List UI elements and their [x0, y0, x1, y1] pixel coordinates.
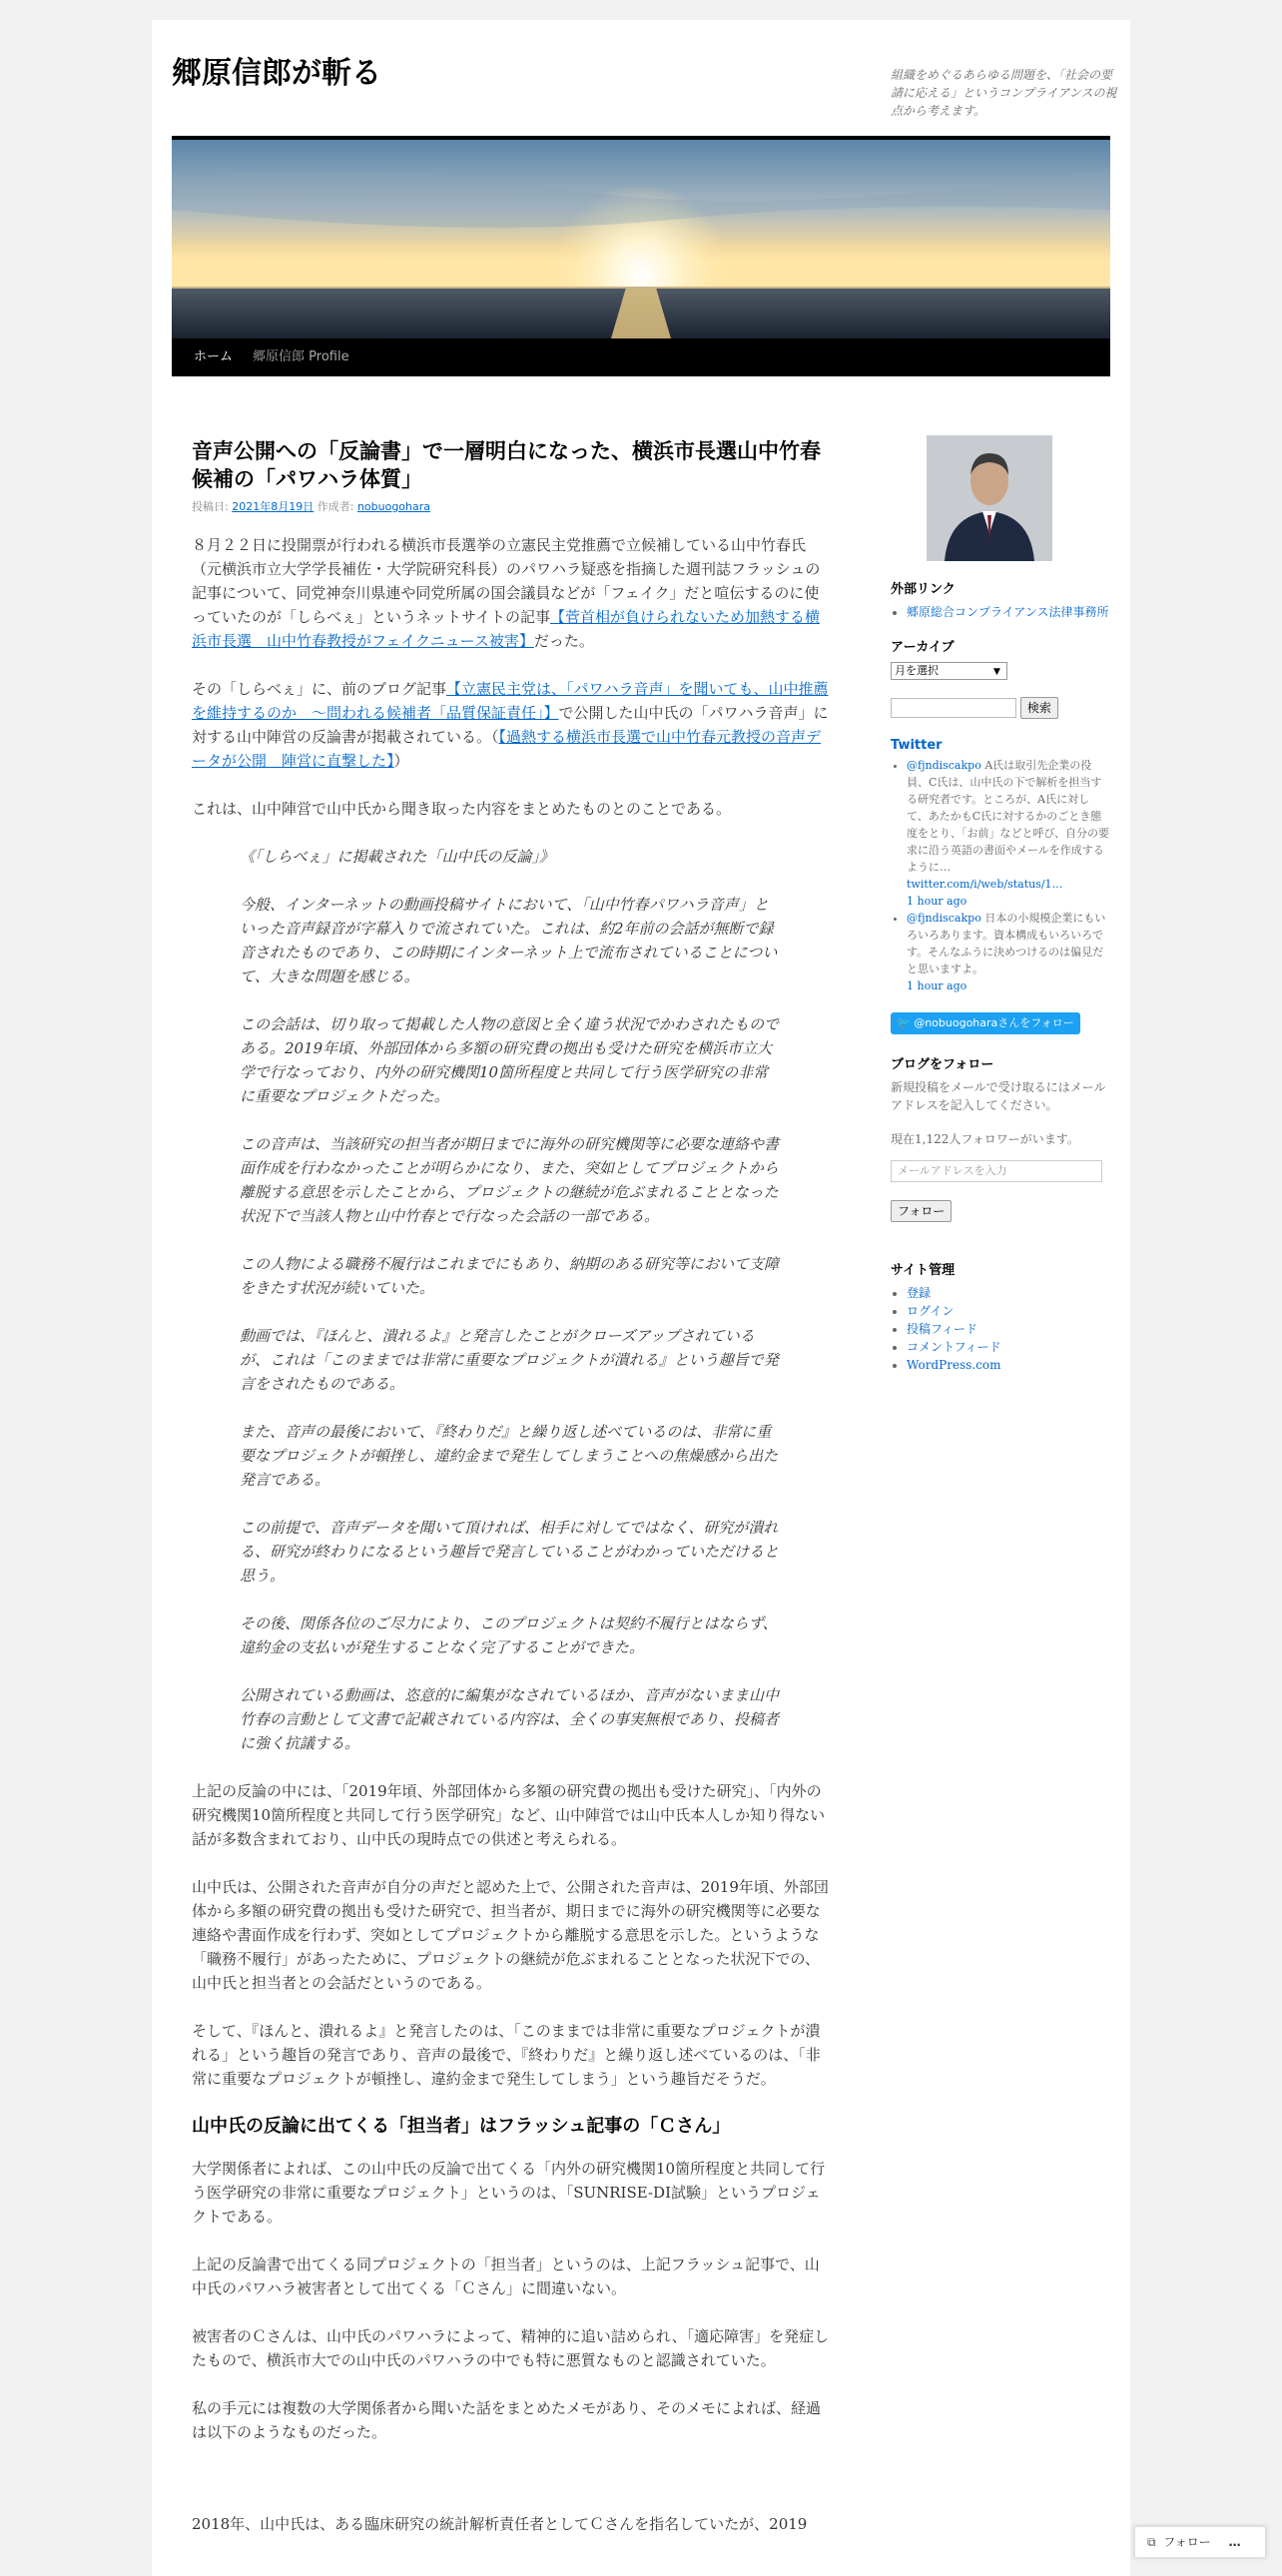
quote-paragraph: 今般、インターネットの動画投稿サイトにおいて、「山中竹春パワハラ音声」といった音声録音が字幕入りで流されていた。これは、約2年前の会話が無断で録音されたものであり、この時期にインターネット上で流布されていることについて、大きな問題を感じる。: [240, 896, 778, 985]
main-menu: [172, 338, 1110, 376]
archive-month-select[interactable]: 月を選択: [891, 662, 1007, 680]
quote-paragraph: この前提で、音声データを聞いて頂ければ、相手に対してではなく、研究が潰れる、研究が終わりになるという趣旨で発言していることがわかっていただけると思う。: [240, 1519, 780, 1585]
blog-follow-text: 新規投稿をメールで受け取るにはメールアドレスを記入してください。: [891, 1080, 1106, 1112]
email-input[interactable]: メールアドレスを入力: [891, 1160, 1102, 1182]
twitter-follow-label: @nobuogoharaさんをフォロー: [914, 1016, 1074, 1029]
quote-paragraph: 《「しらべぇ」に掲載された「山中氏の反論」》: [240, 848, 555, 866]
admin-link-wordpress[interactable]: WordPress.com: [907, 1358, 1001, 1372]
more-options-icon[interactable]: …: [1228, 2535, 1241, 2549]
tweet-text: 日本の小規模企業にもいろいろあります。資本構成もいろいろです。そんなふうに決めつけるのは偏見だと思いますよ。: [907, 912, 1106, 975]
paragraph: [192, 533, 831, 653]
shirabe-article-link[interactable]: 【過熱する横浜市長選で山中竹春元教授の音声データが公開 陣営に直撃した】: [192, 728, 822, 770]
admin-link-register[interactable]: 登録: [907, 1286, 932, 1300]
site-admin-title: サイト管理: [891, 1263, 956, 1278]
site-title[interactable]: 郷原信郎が斬る: [172, 56, 381, 91]
paragraph-text: ）: [393, 752, 409, 770]
tweet-handle-link[interactable]: @fjndiscakpo: [907, 759, 981, 772]
page-wrapper: [152, 20, 1130, 2576]
tweet-status-link[interactable]: twitter.com/i/web/status/1…: [907, 878, 1063, 891]
paragraph-text: その「しらべぇ」に、前のブログ記事: [192, 680, 447, 698]
quote-paragraph: 公開されている動画は、恣意的に編集がなされているほか、音声がないまま山中竹春の言動として文書で記載されている内容は、全くの事実無根であり、投稿者に強く抗議する。: [240, 1686, 780, 1752]
quote-paragraph: この会話は、切り取って掲載した人物の意図と全く違う状況でかわされたものである。2019年頃、外部団体から多額の研究費の拠出も受けた研究を横浜市立大学で行なっており、内外の研究機関10箇所程度と共同して行う医学研究の非常に重要なプロジェクトだった。: [240, 1015, 780, 1105]
paragraph-text: ８月２２日に投開票が行われる横浜市長選挙の立憲民主党推薦で立候補している山中竹春氏（元横浜市立大学学長補佐・大学院研究科長）のパワハラ疑惑を指摘した週刊誌フラッシュの記事について、同党神奈川県連や同党所属の国会議員などが「フェイク」だと喧伝するのに使っていたのが「しらべぇ」というネットサイトの記事: [192, 536, 821, 626]
paragraph: 被害者のＣさんは、山中氏のパワハラによって、精神的に追い詰められ、「適応障害」を発症したもので、横浜市大での山中氏のパワハラの中でも特に悪質なものと認識されていた。: [192, 2327, 830, 2369]
twitter-bird-icon: 🐦: [897, 1016, 915, 1029]
tweet-handle-link[interactable]: @fjndiscakpo: [907, 912, 981, 925]
tweet-item: [907, 910, 1110, 994]
post-meta: [192, 495, 831, 519]
admin-link-login[interactable]: ログイン: [907, 1304, 955, 1318]
person-portrait-image: [927, 435, 1052, 561]
meta-posted-label: 投稿日:: [192, 500, 229, 513]
blog-follow-title: ブログをフォロー: [891, 1057, 994, 1072]
twitter-follow-button[interactable]: [891, 1012, 1080, 1034]
paragraph: 上記の反論書で出てくる同プロジェクトの「担当者」というのは、上記フラッシュ記事で、山中氏のパワハラ被害者として出てくる「Ｃさん」に間違いない。: [192, 2255, 820, 2297]
floating-follow-button[interactable]: フォロー: [1163, 2535, 1211, 2549]
quote-paragraph: この音声は、当該研究の担当者が期日までに海外の研究機関等に必要な連絡や書面作成を行わなかったことが明らかになり、また、突如としてプロジェクトから離脱する意思を示したことから、プロジェクトの継続が危ぶまれることとなった状況下で当該人物と山中竹春とで行なった会話の一部である。: [240, 1135, 780, 1225]
paragraph: 山中氏は、公開された音声が自分の声だと認めた上で、公開された音声は、2019年頃、外部団体から多額の研究費の拠出も受けた研究で、担当者が、期日までに海外の研究機関等に必要な連絡や書面作成を行わず、突如としてプロジェクトから離脱する意思を示した。というような「職務不履行」があったために、プロジェクトの継続が危ぶまれることとなった状況下での、山中氏と担当者との会話だというのである。: [192, 1878, 829, 1992]
post-title[interactable]: 音声公開への「反論書」で一層明白になった、横浜市長選山中竹春候補の「パワハラ体質」: [192, 439, 821, 491]
twitter-widget-title[interactable]: Twitter: [891, 738, 943, 753]
admin-link-comments-feed[interactable]: コメントフィード: [907, 1340, 1001, 1354]
paragraph: [192, 677, 831, 773]
paragraph: 大学関係者によれば、この山中氏の反論で出てくる「内外の研究機関10箇所程度と共同して行う医学研究の非常に重要なプロジェクト」というのは、「SUNRISE-DI試験」というプロジェクトである。: [192, 2160, 826, 2226]
quote-paragraph: その後、関係各位のご尽力により、このプロジェクトは契約不履行とはならず、違約金の支払いが発生することなく完了することができた。: [240, 1614, 778, 1656]
post-author-link[interactable]: nobuogohara: [356, 500, 431, 513]
search-button[interactable]: 検索: [1020, 697, 1058, 719]
admin-link-posts-feed[interactable]: 投稿フィード: [907, 1322, 978, 1336]
tweet-text: A氏は取引先企業の役員、C氏は、山中氏の下で解析を担当する研究者です。ところが、A氏に対して、あたかもC氏に対するかのごとき態度をとり、「お前」などと呼び、自分の要求に沿う英語の書面やメールを作成するように…: [907, 759, 1110, 874]
paragraph: 上記の反論の中には、「2019年頃、外部団体から多額の研究費の拠出も受けた研究」、「内外の研究機関10箇所程度と共同して行う医学研究」など、山中陣営では山中氏本人しか知り得ない話が多数含まれており、山中氏の現時点での供述と考えられる。: [192, 1782, 826, 1848]
search-input[interactable]: [891, 698, 1016, 718]
paragraph: そして、『ほんと、潰れるよ』と発言したのは、「このままでは非常に重要なプロジェクトが潰れる」という趣旨の発言であり、音声の最後で、『終わりだ』と繰り返し述べているのは、「非常に重要なプロジェクトが頓挫し、違約金まで発生してしまう」という趣旨だそうだ。: [192, 2022, 821, 2088]
list-item: [907, 603, 1110, 621]
meta-author-label: 作成者:: [317, 500, 354, 513]
list-item: [907, 1320, 1110, 1338]
header-banner-image: [172, 136, 1110, 338]
quote-paragraph: この人物による職務不履行はこれまでにもあり、納期のある研究等において支障をきたす状況が続いていた。: [240, 1255, 780, 1297]
chevron-down-icon: ▼: [993, 667, 1000, 677]
menu-item-profile[interactable]: 郷原信郎 Profile: [253, 349, 349, 364]
list-item: [907, 1338, 1110, 1356]
spacer: [192, 2468, 831, 2512]
sidebar: [891, 415, 1110, 1392]
paragraph: これは、山中陣営で山中氏から聞き取った内容をまとめたものとのことである。: [192, 800, 732, 818]
site-admin-list: [891, 1284, 1110, 1374]
post-date-link[interactable]: 2021年8月19日: [232, 500, 315, 513]
quote-paragraph: 動画では、『ほんと、潰れるよ』と発言したことがクローズアップされているが、これは「このままでは非常に重要なプロジェクトが潰れる』という趣旨で発言をされたものである。: [240, 1327, 779, 1393]
sunset-sea-image: [172, 140, 1110, 338]
follow-button[interactable]: フォロー: [891, 1200, 952, 1222]
previous-blog-link[interactable]: 【立憲民主党は、「パワハラ音声」を聞いても、山中推薦を維持するのか ～問われる候補者「品質保証責任」】: [192, 680, 829, 722]
paragraph: 2018年、山中氏は、ある臨床研究の統計解析責任者としてＣさんを指名していたが、2019: [192, 2515, 808, 2533]
wordpress-follow-icon: ⧉: [1147, 2535, 1156, 2549]
external-links-title: 外部リンク: [891, 582, 956, 597]
paragraph-text: で公開した山中氏の「パワハラ音声」に対する山中陣営の反論書が掲載されている。（: [192, 704, 829, 746]
follower-count: 現在1,122人フォロワーがいます。: [891, 1132, 1079, 1146]
external-links-list: [891, 603, 1110, 621]
site-description: 組織をめぐるあらゆる問題を、「社会の要請に応える」というコンプライアンスの視点から考えます。: [891, 68, 1117, 118]
profile-photo[interactable]: [927, 435, 1052, 561]
section-heading: 山中氏の反論に出てくる「担当者」はフラッシュ記事の「Ｃさん」: [192, 2116, 731, 2137]
tweet-item: [907, 757, 1110, 910]
archive-title: アーカイブ: [891, 640, 955, 655]
quote-paragraph: また、音声の最後において、『終わりだ』と繰り返し述べているのは、非常に重要なプロジェクトが頓挫し、違約金まで発生してしまうことへの焦燥感から出た発言である。: [240, 1423, 779, 1489]
paragraph-text: だった。: [533, 632, 594, 650]
article-link-shirabe[interactable]: 【菅首相が負けられないため加熱する横浜市長選 山中竹春教授がフェイクニュース被害】: [192, 608, 820, 650]
tweet-list: [891, 757, 1110, 994]
rebuttal-quote: [240, 845, 783, 1755]
list-item: [907, 1284, 1110, 1302]
tweet-time-link[interactable]: 1 hour ago: [907, 979, 967, 992]
tweet-time-link[interactable]: 1 hour ago: [907, 895, 967, 908]
floating-follow-bar: [1134, 2526, 1266, 2558]
list-item: [907, 1356, 1110, 1374]
paragraph: 私の手元には複数の大学関係者から聞いた話をまとめたメモがあり、そのメモによれば、経過は以下のようなものだった。: [192, 2399, 822, 2441]
post-content: [192, 415, 831, 2560]
list-item: [907, 1302, 1110, 1320]
external-link-law-office[interactable]: 郷原総合コンプライアンス法律事務所: [907, 605, 1109, 619]
menu-item-home[interactable]: ホーム: [194, 349, 234, 364]
